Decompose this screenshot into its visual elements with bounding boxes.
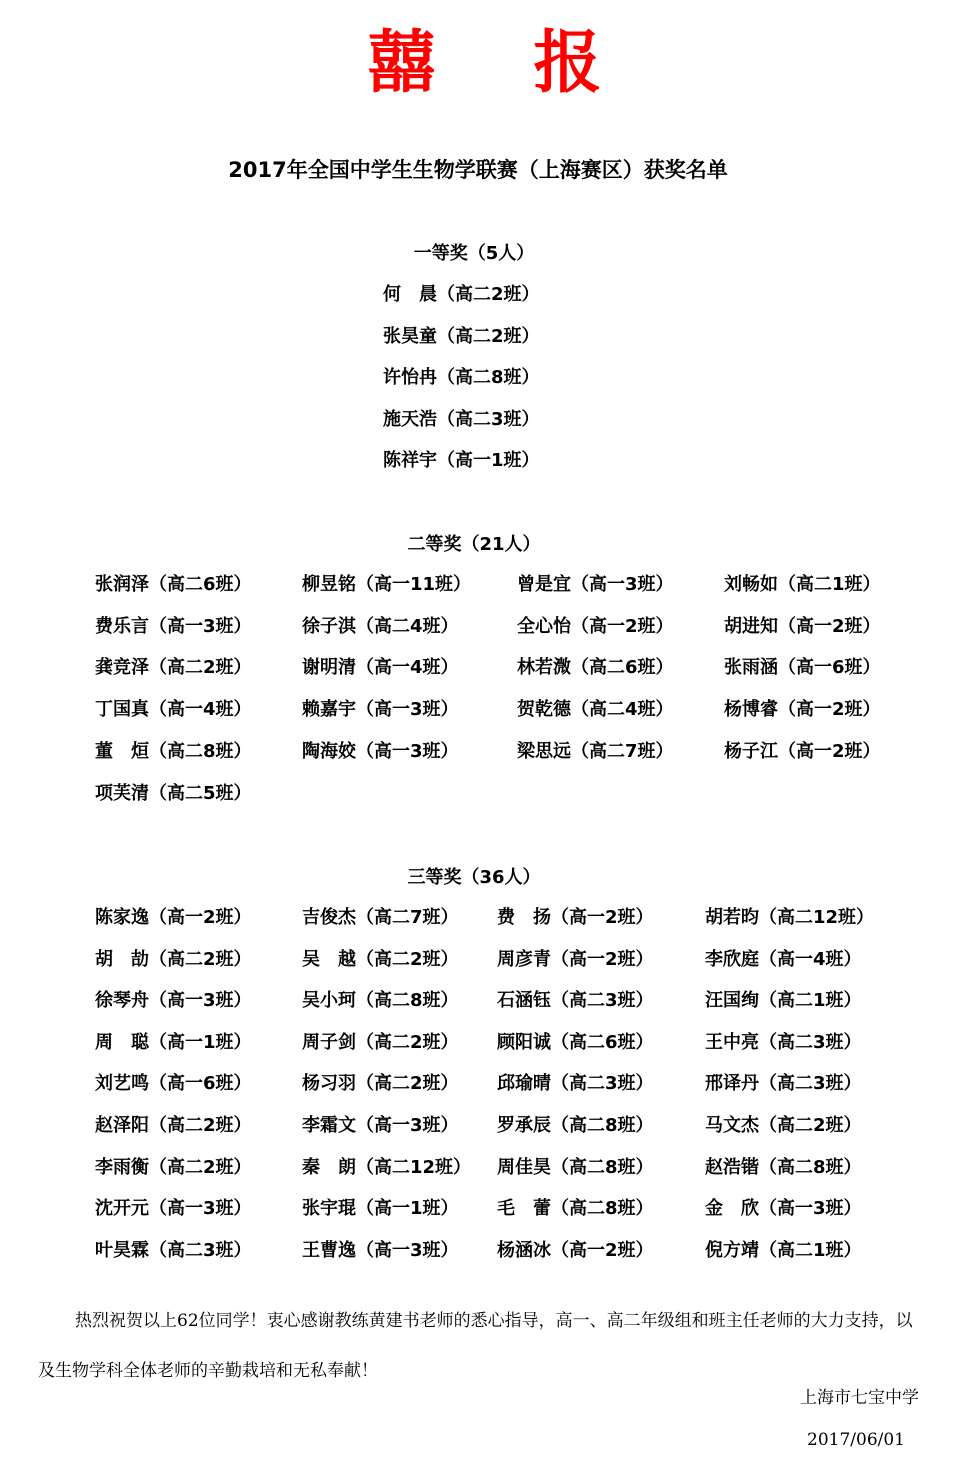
first-prize-winner: 张昊童（高二2班） xyxy=(383,325,540,347)
prize-winner: 吉俊杰（高二7班） xyxy=(302,907,459,928)
prize-winner: 吴小珂（高二8班） xyxy=(302,990,459,1012)
prize-winner: 顾阳诚（高二6班） xyxy=(497,1031,654,1053)
prize-winner: 龚竞泽（高二2班） xyxy=(95,657,252,679)
first-prize-winner: 陈祥宇（高一1班） xyxy=(383,450,540,472)
prize-winner: 梁思远（高二7班） xyxy=(517,740,674,762)
prize-winner: 汪国绚（高二1班） xyxy=(705,990,862,1012)
prize-winner: 罗承辰（高二8班） xyxy=(497,1115,654,1136)
prize-winner: 邢译丹（高二3班） xyxy=(705,1073,862,1095)
prize-winner: 胡 劼（高二2班） xyxy=(95,948,252,970)
prize-winner: 周子剑（高二2班） xyxy=(302,1031,459,1053)
prize-winner: 徐琴舟（高一3班） xyxy=(95,990,252,1012)
prize-winner: 林若溦（高二6班） xyxy=(517,657,674,679)
prize-winner: 杨子江（高一2班） xyxy=(724,740,881,762)
prize-winner: 刘畅如（高二1班） xyxy=(724,574,881,595)
prize-winner: 邱瑜晴（高二3班） xyxy=(497,1073,654,1095)
prize-winner: 李欣庭（高一4班） xyxy=(705,948,862,970)
prize-winner: 周 聪（高一1班） xyxy=(95,1031,252,1053)
second-prize-heading: 二等奖（21人） xyxy=(407,534,541,555)
prize-winner: 胡若昀（高二12班） xyxy=(705,907,875,928)
prize-winner: 吴 越（高二2班） xyxy=(302,948,459,970)
prize-winner: 赵泽阳（高二2班） xyxy=(95,1115,252,1136)
prize-winner: 柳昱铭（高一11班） xyxy=(302,574,472,595)
school-signature: 上海市七宝中学 xyxy=(800,1388,919,1408)
prize-winner: 丁国真（高一4班） xyxy=(95,699,252,721)
prize-winner: 陈家逸（高一2班） xyxy=(95,907,252,928)
closing-message-block xyxy=(38,1296,928,1396)
prize-winner: 周佳昊（高二8班） xyxy=(497,1156,654,1178)
prize-winner: 沈开元（高一3班） xyxy=(95,1198,252,1220)
first-prize-winner: 许怡冉（高二8班） xyxy=(383,367,540,389)
prize-winner: 张雨涵（高一6班） xyxy=(724,657,881,679)
prize-winner: 谢明清（高一4班） xyxy=(302,657,459,679)
first-prize-winner: 施天浩（高二3班） xyxy=(383,408,540,430)
prize-winner: 董 烜（高二8班） xyxy=(95,740,252,762)
prize-winner: 杨习羽（高二2班） xyxy=(302,1073,459,1095)
prize-winner: 倪方靖（高二1班） xyxy=(705,1239,862,1261)
prize-winner: 费 扬（高一2班） xyxy=(497,907,654,928)
third-prize-heading: 三等奖（36人） xyxy=(407,867,541,888)
first-prize-winner: 何 晨（高二2班） xyxy=(383,284,540,305)
prize-winner: 马文杰（高二2班） xyxy=(705,1115,862,1136)
prize-winner: 秦 朗（高二12班） xyxy=(302,1156,472,1178)
closing-message: 热烈祝贺以上62位同学！衷心感谢教练黄建书老师的悉心指导，高一、高二年级组和班主任老师的大力支持，以及生物学科全体老师的辛勤栽培和无私奉献！ xyxy=(38,1311,913,1381)
signature-date: 2017/06/01 xyxy=(807,1430,905,1450)
prize-winner: 陶海姣（高一3班） xyxy=(302,740,459,762)
subtitle: 2017年全国中学生生物学联赛（上海赛区）获奖名单 xyxy=(228,158,728,182)
prize-winner: 赵浩锴（高二8班） xyxy=(705,1156,862,1178)
first-prize-heading: 一等奖（5人） xyxy=(413,243,535,264)
prize-winner: 王中亮（高二3班） xyxy=(705,1031,862,1053)
prize-winner: 石涵钰（高二3班） xyxy=(497,990,654,1012)
prize-winner: 李雨衡（高二2班） xyxy=(95,1156,252,1178)
prize-winner: 叶昊霖（高二3班） xyxy=(95,1239,252,1261)
title-char-bao: 报 xyxy=(533,24,602,103)
title-char-xi: 囍 xyxy=(367,24,436,103)
prize-winner: 张润泽（高二6班） xyxy=(95,574,252,595)
prize-winner: 杨涵冰（高一2班） xyxy=(497,1239,654,1261)
prize-winner: 徐子淇（高二4班） xyxy=(302,615,459,637)
first-prize-list xyxy=(383,280,540,488)
prize-winner: 刘艺鸣（高一6班） xyxy=(95,1073,252,1095)
prize-winner: 杨博睿（高一2班） xyxy=(724,699,881,721)
prize-winner: 全心怡（高一2班） xyxy=(517,615,674,637)
prize-winner: 李霜文（高一3班） xyxy=(302,1115,459,1136)
prize-winner: 胡进知（高一2班） xyxy=(724,615,881,637)
prize-winner: 金 欣（高一3班） xyxy=(705,1198,862,1220)
prize-winner: 赖嘉宇（高一3班） xyxy=(302,699,459,721)
prize-winner: 周彦青（高一2班） xyxy=(497,948,654,970)
prize-winner: 费乐言（高一3班） xyxy=(95,615,252,637)
prize-winner: 王曹逸（高一3班） xyxy=(302,1239,459,1261)
page-title xyxy=(0,22,969,106)
prize-winner: 张宇琨（高一1班） xyxy=(302,1198,459,1220)
prize-winner: 曾是宜（高一3班） xyxy=(517,574,674,595)
prize-winner: 贺乾德（高二4班） xyxy=(517,699,674,721)
prize-winner: 毛 蕾（高二8班） xyxy=(497,1198,654,1220)
prize-winner: 项芙清（高二5班） xyxy=(95,782,252,804)
